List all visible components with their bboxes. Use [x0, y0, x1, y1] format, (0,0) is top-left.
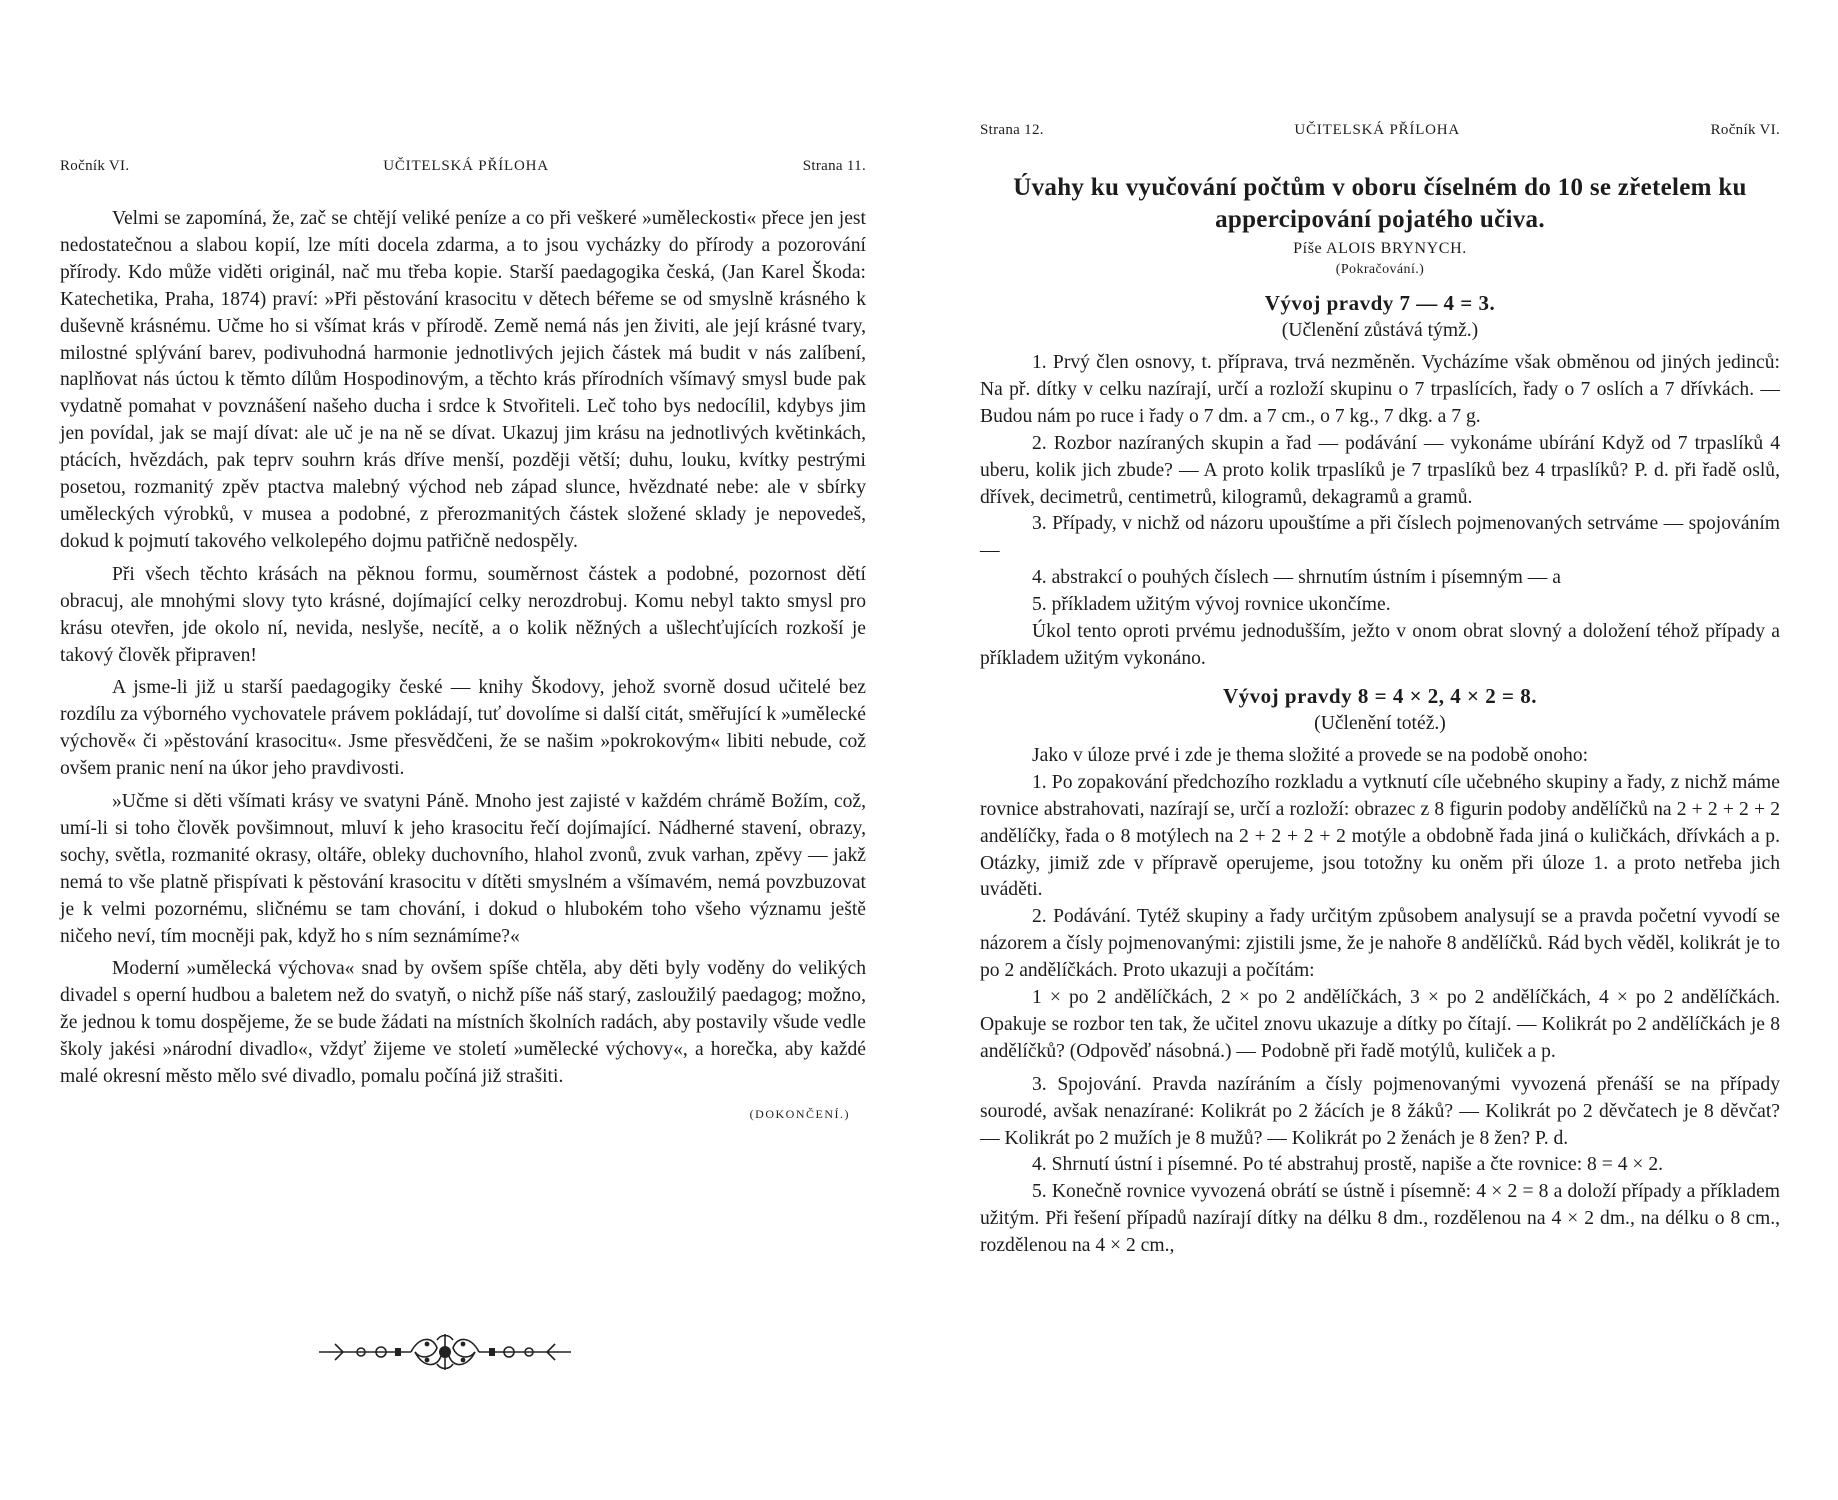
decorative-vignette-icon	[315, 1330, 575, 1374]
paragraph: 5. příkladem užitým vývoj rovnice ukončíme.	[1032, 594, 1391, 616]
paragraph: 2. Podávání. Tytéž skupiny a řady určitým způsobem analysují se a pravda početní vyvodí se názorem a čísly pojmenovanými: zjistili jsme, že je nahoře 8 andělíčků. Rád bych věděl, kolikrát je to po 2 andělíčkách. Proto ukazuji a počítám:	[980, 906, 1780, 982]
paragraph: 4. abstrakcí o pouhých číslech — shrnutím ústním i písemným — a	[1032, 567, 1561, 589]
continuation-note: (Pokračování.)	[1335, 262, 1425, 277]
left-head-title: UČITELSKÁ PŘÍLOHA	[383, 158, 549, 174]
paragraph: 3. Případy, v nichž od názoru upouštíme a při číslech pojmenovaných setrváme — spojováním —	[980, 513, 1780, 562]
right-page	[980, 0, 1780, 1500]
paragraph: 1. Prvý člen osnovy, t. příprava, trvá nezměněn. Vycházíme však obměnou od jiných jedinců: Na př. dítky v celku nazírají, určí a rozloží skupinu o 7 trpaslících, řady o 7 oslích a 7 dřívkách. — Budou nám po ruce i řady o 7 dm. a 7 cm., o 7 kg., 7 dkg. a 7 g.	[980, 352, 1780, 427]
section-subheading: (Učlenění totéž.)	[1314, 712, 1446, 734]
right-head-title: UČITELSKÁ PŘÍLOHA	[1294, 122, 1461, 138]
paragraph: Velmi se zapomíná, že, zač se chtějí veliké peníze a co při veškeré »uměleckosti« přece jen jest nedostatečnou a slabou kopií, lze míti docela zdarma, a to jsou vycházky do přírody a pozorování přírody. Kdo může viděti originál, nač mu třeba kopie. Starší paedagogika česká, (Jan Karel Škoda: Katechetika, Praha, 1874) praví: »Při pěstování krasocitu v dětech béřeme se od smyslně krásného k duševně krásnému. Učme ho si všímat krás v přírodě. Země nemá nás jen živiti, ale její krásné tvary, milostné splývání barev, podivuhodná harmonie jednotlivých jejich částek má budit v nás zalíbení, naplňovat nás úctou k těmto dílům Hospodinovým, a těchto krás přírodních všímavý smysl bude pak vydatně pomahat v povznášení našeho ducha i srdce k Stvořiteli. Leč toho bys nedocílil, kdybys jim jen povídal, jak se mají dívat: ale uč je na ně se dívat. Ukazuj jim krásu na jednotlivých květinkách, ptácích, hvězdách, pak teprv souhrn krás dříve menší, později větší; duhu, louku, kvítky pestrými posetou, rozmanitý zpěv ptactva malebný východ neb západ slunce, hvězdnaté nebe: ale v sbírky uměleckých výrobků, v musea a podobné, z přerozmanitých částek složené sklady je nepovedeš, dokud k pojmutí takového velkolepého dojmu patřičně nedospěly.	[60, 208, 866, 552]
left-head-page-number: Strana 11.	[802, 158, 866, 174]
right-running-head	[980, 122, 1780, 139]
author-byline: Píše ALOIS BRYNYCH.	[1293, 240, 1467, 257]
section-heading: Vývoj pravdy 8 = 4 × 2, 4 × 2 = 8.	[1223, 683, 1537, 708]
left-body-text	[60, 206, 866, 1128]
paragraph: Úkol tento oproti prvému jednodušším, ježto v onom obrat slovný a doložení téhož případy a příkladem užitým vykonáno.	[980, 621, 1780, 669]
right-body-text	[980, 172, 1780, 1260]
paragraph: 1 × po 2 andělíčkách, 2 × po 2 andělíčkách, 3 × po 2 andělíčkách, 4 × po 2 andělíčkách. Opakuje se rozbor ten tak, že učitel znovu ukazuje a dítky po čítají. — Kolikrát po 2 andělíčkách je 8 andělíčků? (Odpověď násobná.) — Podobně při řadě motýlů, kuliček a p.	[980, 987, 1780, 1062]
paragraph: 5. Konečně rovnice vyvozená obrátí se ústně i písemně: 4 × 2 = 8 a doloží případy a příkladem užitým. Při řešení případů nazírají dítky na délku 8 dm., rozdělenou na 4 × 2 dm., na délku o 8 cm., rozdělenou na 4 × 2 cm.,	[980, 1181, 1780, 1257]
paragraph: Jako v úloze prvé i zde je thema složité a provede se na podobě onoho:	[1032, 744, 1589, 766]
section-heading: Vývoj pravdy 7 — 4 = 3.	[1264, 291, 1496, 315]
paragraph: A jsme-li již u starší paedagogiky české — knihy Škodovy, jehož svorně dosud učitelé bez rozdílu za výborného vychovatele právem pokládají, tuť dovolíme si další citát, směřující k »umělecké výchově« či »pěstování krasocitu«. Jsme přesvědčeni, že se našim »pokrokovým« libiti nebude, což ovšem pranic není na úkor jeho pravdivosti.	[60, 677, 866, 780]
section-subheading: (Učlenění zůstává týmž.)	[1281, 320, 1479, 341]
right-head-page-number: Strana 12.	[980, 122, 1044, 138]
paragraph: »Učme si děti všímati krásy ve svatyni Páně. Mnoho jest zajisté v každém chrámě Božím, což, umí-li si toho člověk povšimnout, mluví k jeho krasocitu řečí dojímající. Nádherné stavení, obrazy, sochy, světla, rozmanité okrasy, oltáře, obleky duchovního, hlahol zvonů, zvuk varhan, zpěvy — jakž nemá to vše platně přispívati k pěstování krasocitu v dítěti smyslném a všímavém, nemá povzbuzovat je k velmi pozornému, sličnému se tam chování, i dokud o hlubokém toho všeho významu ještě ničeho neví, tím mocněji pak, když ho s ním seznámíme?«	[60, 791, 866, 947]
paragraph: 2. Rozbor nazíraných skupin a řad — podávání — vykonáme ubírání Když od 7 trpaslíků 4 uberu, kolik jich zbude? — A proto kolik trpaslíků je 7 trpaslíků bez 4 trpaslíků? P. d. při řadě oslů, dřívek, decimetrů, centimetrů, kilogramů, dekagramů a gramů.	[980, 432, 1780, 508]
paragraph: Moderní »umělecká výchova« snad by ovšem spíše chtěla, aby děti byly voděny do velikých divadel s operní hudbou a baletem než do svatyň, o nichž píše náš starý, zasloužilý paedagog; možno, že jednou k tomu dospějeme, že se bude žádati na místních školních radách, aby postavily všude vedle školy jakési »národní divadlo«, vždyť žijeme ve století »umělecké výchovy«, a horečka, aby každé malé okresní město mělo své divadlo, pomalu počíná již strašiti.	[60, 958, 866, 1088]
continued-note: (DOKONČENÍ.)	[749, 1107, 850, 1121]
paragraph: 3. Spojování. Pravda nazíráním a čísly pojmenovanými vyvozená přenáší se na případy sourodé, avšak nenazírané: Kolikrát po 2 žácích je 8 žáků? — Kolikrát po 2 děvčatech je 8 děvčat? — Kolikrát po 2 mužích je 8 mužů? — Kolikrát po 2 ženách je 8 žen? P. d.	[980, 1073, 1780, 1149]
left-page	[60, 0, 866, 1500]
paragraph: Při všech těchto krásách na pěknou formu, souměrnost částek a podobné, pozornost dětí obracuj, ale mnohými slovy tyto krásné, dojímající celky nerozdrobuj. Komu nebyl takto smysl pro krásu otevřen, jde okolo ní, nevida, neslyše, necítě, a o kolik něžných a ušlechťujících rozkoší je takový člověk připraven!	[60, 563, 866, 666]
paragraph: 4. Shrnutí ústní i písemné. Po té abstrahuj prostě, napiše a čte rovnice: 8 = 4 × 2.	[1032, 1154, 1664, 1176]
left-head-volume: Ročník VI.	[60, 158, 130, 174]
paragraph: 1. Po zopakování předchozího rozkladu a vytknutí cíle učebného skupiny a řady, z nichž máme rovnice abstrahovati, nazírají se, určí a rozloží: obrazec z 8 figurin podoby andělíčků na 2 + 2 + 2 + 2 andělíčky, řada o 8 motýlech na 2 + 2 + 2 + 2 motýle a obdobně řada jiná o kuličkách, dřívkách a p. Otázky, jimiž zde v přípravě operujeme, jsou totožny ku oněm při úloze 1. a proto netřeba jich uváděti.	[980, 771, 1780, 901]
left-running-head	[60, 158, 866, 175]
article-title: Úvahy ku vyučování počtům v oboru číselném do 10 se zřetelem ku appercipování pojatého učiva.	[1013, 174, 1747, 233]
right-head-volume: Ročník VI.	[1710, 122, 1780, 138]
